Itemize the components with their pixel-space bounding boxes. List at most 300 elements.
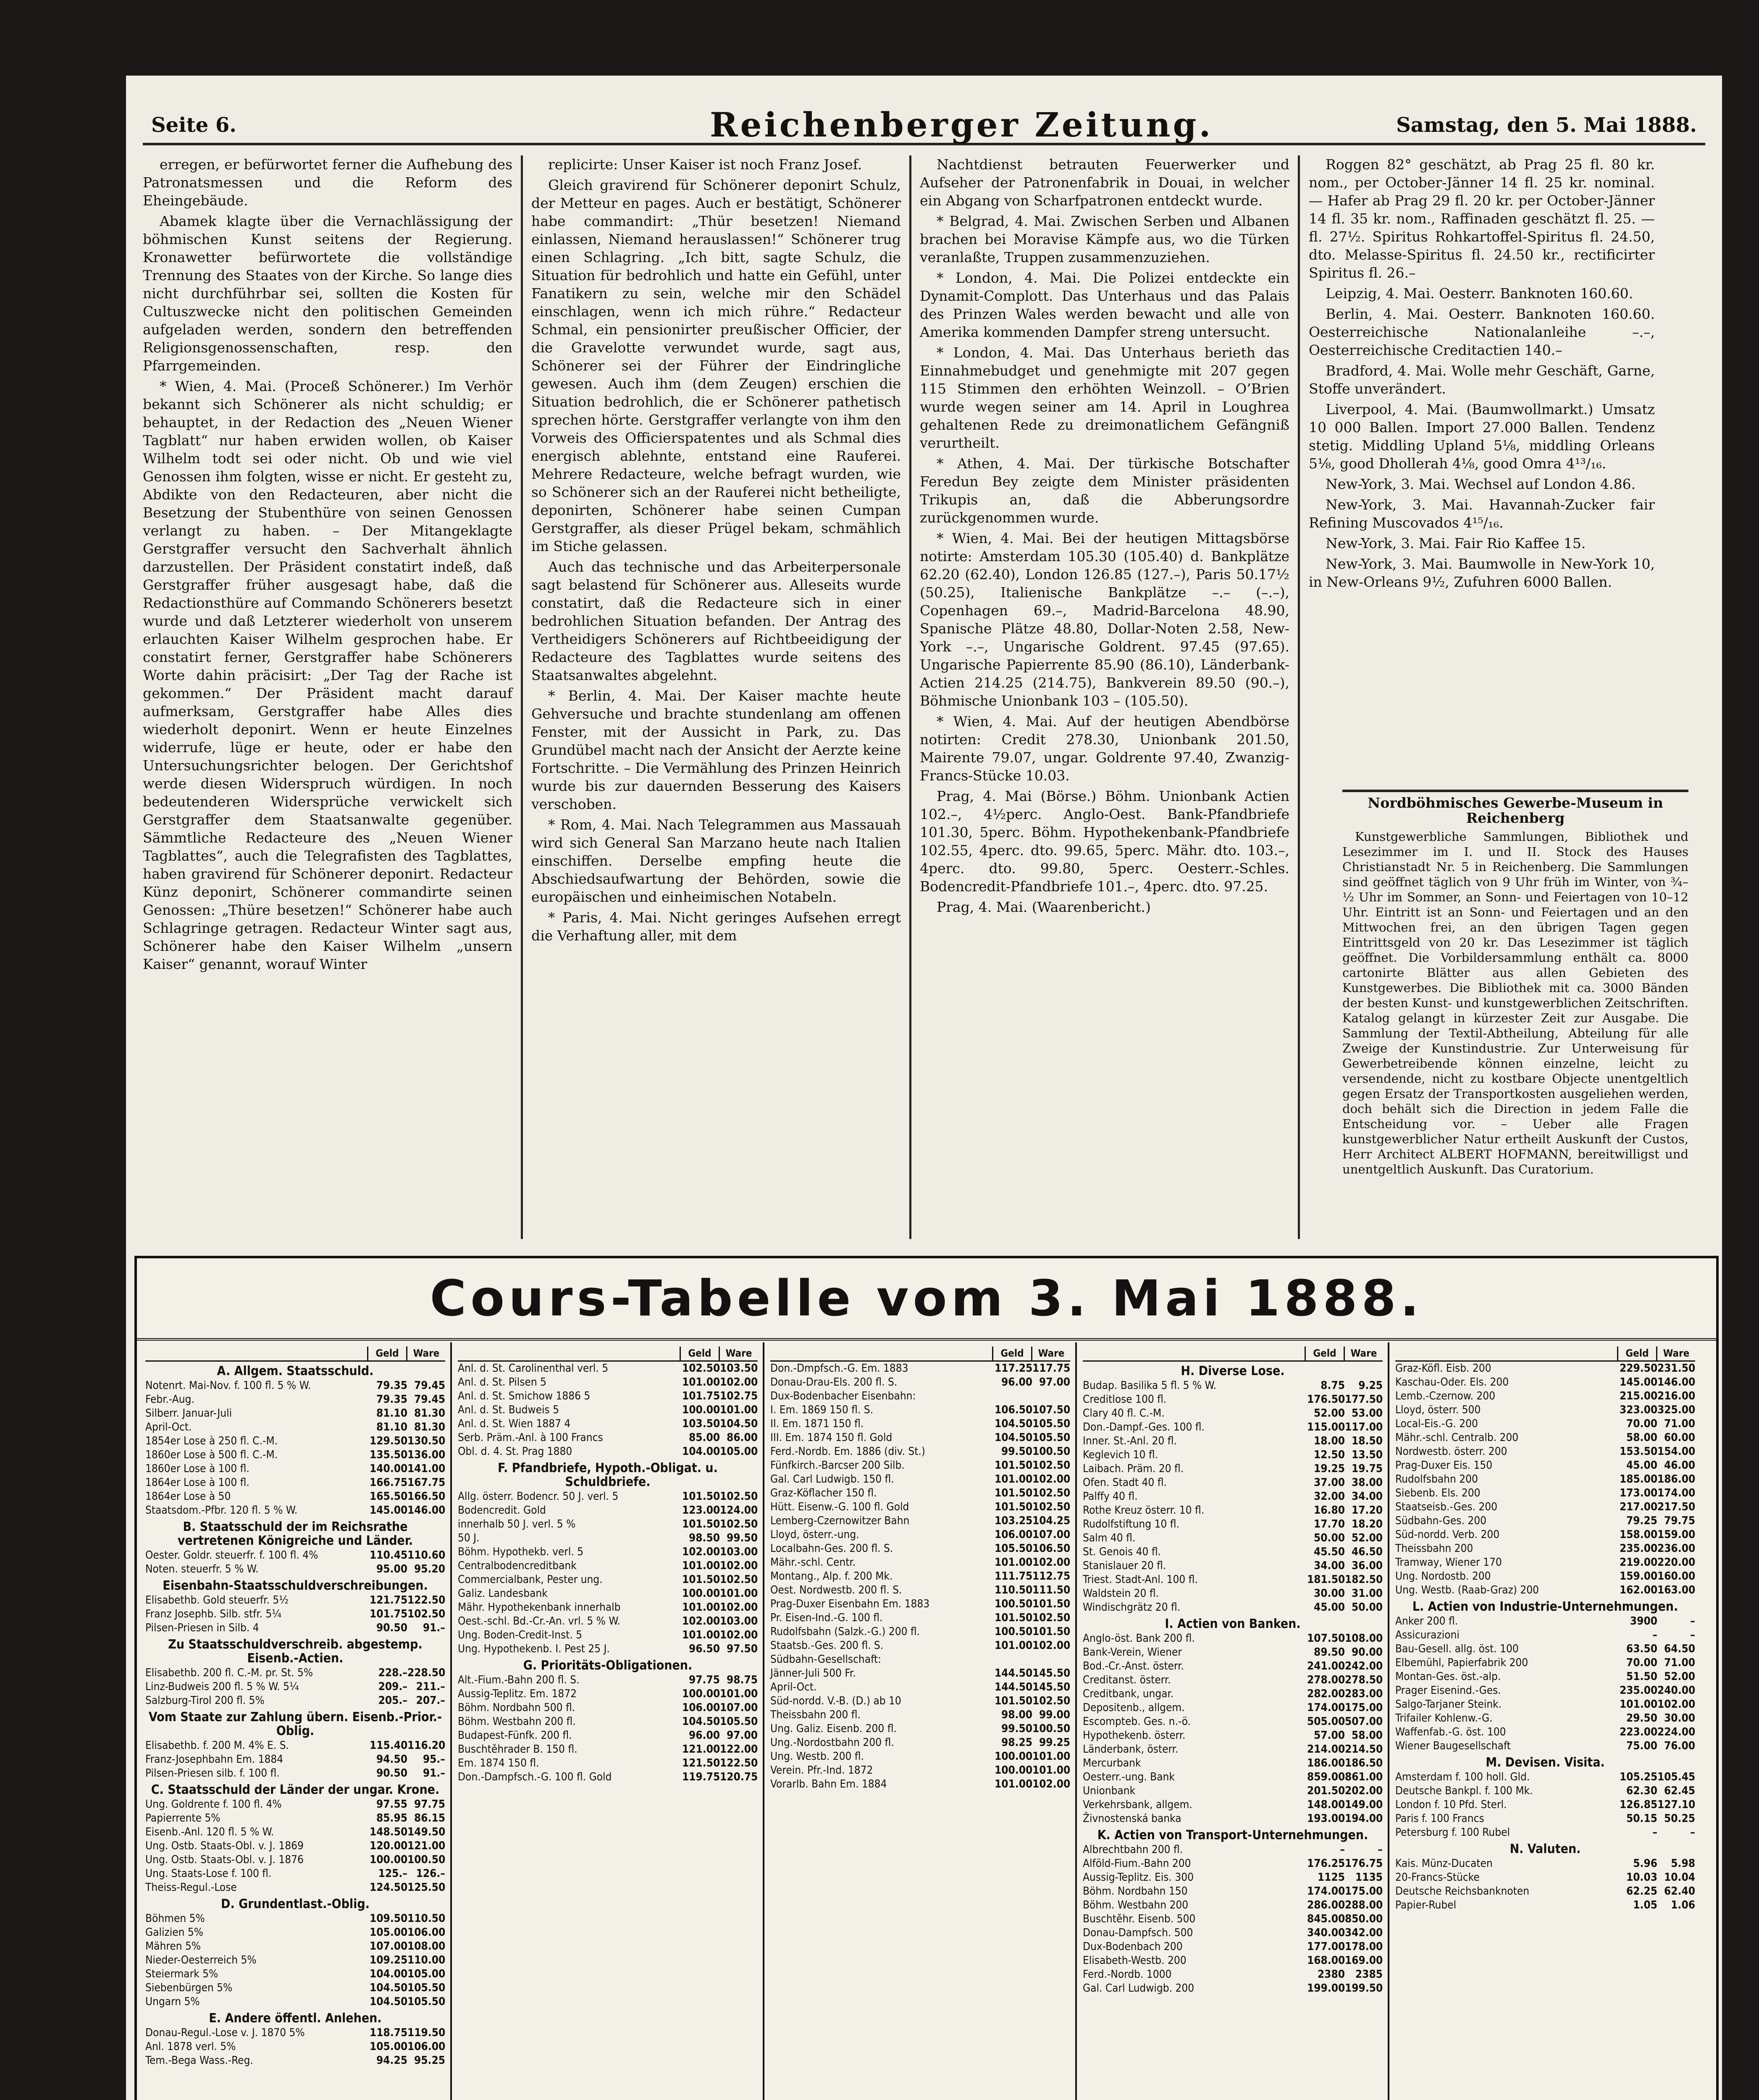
ask-price: 17.20	[1352, 1504, 1383, 1517]
article-paragraph: Nachtdienst betrauten Feuerwerker und Aufseher der Patronenfabrik in Douai, in welcher ein Abgang von Scharfpatronen entdeckt wurde.	[920, 156, 1289, 209]
bid-price: 135.50	[370, 1449, 408, 1461]
table-row	[458, 1729, 758, 1743]
bid-price: 186.00	[1307, 1757, 1345, 1769]
bid-price	[995, 1389, 1032, 1403]
bid-price: 97.55	[376, 1798, 407, 1811]
ask-price: 100.50	[1032, 1722, 1071, 1735]
article-paragraph: New-York, 3. Mai. Havannah-Zucker fair Refining Muscovados 4¹⁵/₁₆.	[1309, 496, 1655, 531]
security-name: Franz Josephb. Silb. stfr. 5¼	[145, 1608, 281, 1620]
ask-price: 283.00	[1345, 1688, 1383, 1700]
table-row	[145, 1967, 445, 1981]
bid-price: 79.35	[376, 1393, 407, 1406]
bid-price: 119.75	[682, 1771, 720, 1783]
security-name: Anl. d. St. Smichow 1886 5	[458, 1390, 591, 1402]
bid-price: 104.50	[682, 1715, 720, 1728]
bid-price: 845.00	[1307, 1913, 1345, 1925]
bid-price: 107.50	[1307, 1632, 1345, 1645]
table-row	[145, 1593, 445, 1607]
table-row	[1083, 1954, 1383, 1968]
bid-price: 101.00	[995, 1778, 1033, 1790]
bid-price: 98.00	[1001, 1709, 1032, 1721]
security-name: Ung. Galiz. Eisenb. 200 fl.	[770, 1722, 897, 1735]
ask-price: 154.00	[1657, 1445, 1696, 1458]
bid-price: 115.00	[1307, 1421, 1345, 1433]
table-row	[145, 1549, 445, 1562]
table-row	[1395, 1459, 1695, 1473]
security-name: 1854er Lose à 250 fl. C.-M.	[145, 1435, 278, 1447]
ask-price: 236.00	[1657, 1542, 1696, 1555]
security-name: Buschtěhrader B. 150 fl.	[458, 1743, 578, 1756]
bid-price: 96.00	[689, 1729, 720, 1742]
ask-price: 53.00	[1352, 1407, 1383, 1420]
security-name: Theissbahn 200	[1395, 1542, 1473, 1555]
bid-price: 228.–	[378, 1667, 407, 1679]
table-row	[145, 1853, 445, 1867]
column-header: Geld Ware	[145, 1347, 445, 1362]
security-name: Südbahn-Gesellschaft:	[770, 1653, 881, 1666]
security-name: Eisenb.-Anl. 120 fl. 5 % W.	[145, 1826, 274, 1838]
security-name: April-Oct.	[770, 1681, 817, 1693]
bid-price: 153.50	[1620, 1445, 1658, 1458]
security-name: Lemberg-Czernowitzer Bahn	[770, 1515, 910, 1527]
ask-price: 102.00	[720, 1629, 758, 1641]
table-row	[770, 1625, 1070, 1639]
ask-price: 105.00	[720, 1445, 758, 1458]
table-row	[458, 1614, 758, 1628]
bid-price: 120.00	[370, 1840, 408, 1852]
table-row	[458, 1362, 758, 1376]
security-name: Ung. Westb. (Raab-Graz) 200	[1395, 1584, 1539, 1596]
security-name: Anker 200 fl.	[1395, 1615, 1458, 1628]
table-row	[145, 1753, 445, 1767]
table-row	[145, 1420, 445, 1434]
ask-price: 98.75	[727, 1674, 758, 1686]
bid-price: 185.00	[1620, 1473, 1658, 1486]
ask-price: 1135	[1355, 1871, 1383, 1884]
security-name: Creditanst. österr.	[1083, 1674, 1171, 1686]
bid-price: 16.80	[1314, 1504, 1345, 1517]
table-row	[1395, 1857, 1695, 1871]
ask-price: 52.00	[1664, 1670, 1695, 1683]
table-row	[770, 1362, 1070, 1376]
table-row	[145, 2040, 445, 2054]
ask-price: 50.00	[1352, 1601, 1383, 1614]
section-heading: F. Pfandbriefe, Hypoth.-Obligat. u. Schuldbriefe.	[498, 1461, 718, 1489]
article-paragraph: * Wien, 4. Mai. Auf der heutigen Abendbörse notirten: Credit 278.30, Unionbank 201.50, Mairente 79.07, ungar. Goldrente 97.40, Zwanzig-Francs-Stücke 10.03.	[920, 713, 1289, 784]
bid-price: 505.00	[1307, 1715, 1345, 1728]
table-row	[1083, 1632, 1383, 1646]
security-name: Montang., Alp. f. 200 Mk.	[770, 1570, 893, 1583]
table-row	[145, 1621, 445, 1635]
ask-price: 105.50	[720, 1715, 758, 1728]
table-row	[1395, 1642, 1695, 1656]
bid-price: 123.00	[682, 1504, 720, 1517]
security-name: Anl. d. St. Budweis 5	[458, 1404, 559, 1416]
bid-price: 158.00	[1620, 1528, 1658, 1541]
ask-price: 202.00	[1345, 1785, 1383, 1797]
bid-price: 96.50	[689, 1643, 720, 1655]
bid-price: 103.25	[995, 1515, 1033, 1527]
table-row	[770, 1389, 1070, 1403]
security-name: Lloyd, österr.-ung.	[770, 1528, 859, 1541]
bid-price: 63.50	[1626, 1643, 1657, 1655]
article-paragraph: * Belgrad, 4. Mai. Zwischen Serben und Albanen brachen bei Moravise Kämpfe aus, wo die Türken veranlaßte, Truppen zusammenzuziehen.	[920, 213, 1289, 265]
table-row	[1395, 1670, 1695, 1684]
bid-price: 166.75	[370, 1476, 408, 1489]
table-row	[458, 1715, 758, 1729]
ask-price: 175.00	[1345, 1701, 1383, 1714]
bid-price: 176.25	[1307, 1857, 1345, 1870]
bid-price: 2380	[1317, 1968, 1345, 1981]
table-row	[1083, 1573, 1383, 1587]
ask-price: 19.75	[1352, 1462, 1383, 1475]
bid-price: 215.00	[1620, 1390, 1658, 1402]
ask-price: 149.00	[1345, 1798, 1383, 1811]
security-name: 1860er Lose à 100 fl.	[145, 1462, 249, 1475]
ask-price: 100.50	[407, 1853, 446, 1866]
table-row	[145, 1867, 445, 1881]
ask-price: 30.00	[1664, 1712, 1695, 1725]
bid-price: 340.00	[1307, 1927, 1345, 1939]
ask-price: 101.00	[1032, 1764, 1071, 1777]
bid-price: 286.00	[1307, 1899, 1345, 1911]
ask-price: 102.50	[1032, 1459, 1071, 1472]
table-row	[1083, 1857, 1383, 1871]
bid-price: 103.50	[682, 1418, 720, 1430]
ask-price: 105.50	[1032, 1418, 1071, 1430]
article-paragraph: Prag, 4. Mai. (Waarenbericht.)	[937, 899, 1151, 915]
bid-price: 89.50	[1314, 1646, 1345, 1659]
ask-price: 2385	[1355, 1968, 1383, 1981]
security-name: Palffy 40 fl.	[1083, 1490, 1138, 1503]
bid-price: 176.50	[1307, 1393, 1345, 1406]
bid-price: 282.00	[1307, 1688, 1345, 1700]
table-row	[1083, 1743, 1383, 1756]
security-name: Budap. Basilika 5 fl. 5 % W.	[1083, 1379, 1217, 1392]
security-name: 1864er Lose à 50	[145, 1490, 231, 1503]
table-row	[770, 1722, 1070, 1736]
security-name: Waffenfab.-G. öst. 100	[1395, 1726, 1506, 1738]
table-row	[1083, 1559, 1383, 1573]
ask-price: 34.00	[1352, 1490, 1383, 1503]
security-name: 20-Francs-Stücke	[1395, 1871, 1480, 1884]
ask-price: 102.50	[720, 1490, 758, 1503]
bid-price: 100.00	[682, 1688, 720, 1700]
table-row	[145, 1562, 445, 1576]
section-heading: A. Allgem. Staatsschuld.	[217, 1364, 374, 1378]
security-name: Bank-Verein, Wiener	[1083, 1646, 1182, 1659]
column-rule	[521, 155, 523, 1239]
bid-price: 145.00	[1620, 1376, 1658, 1389]
table-row	[458, 1770, 758, 1784]
bid-price: 99.50	[1001, 1722, 1032, 1735]
bid-price: 3900	[1630, 1615, 1657, 1628]
security-name: Mercurbank	[1083, 1757, 1141, 1769]
bid-price: 107.00	[370, 1940, 408, 1953]
security-name: Fünfkirch.-Barcser 200 Silb.	[770, 1459, 905, 1472]
bid-price: –	[1652, 1629, 1657, 1641]
issue-date: Samstag, den 5. Mai 1888.	[1396, 113, 1697, 137]
bid-price: 105.00	[370, 2040, 408, 2053]
security-name: Anl. d. St. Pilsen 5	[458, 1376, 547, 1389]
ask-price: 102.50	[1032, 1501, 1071, 1513]
ask-price: 97.50	[727, 1643, 758, 1655]
security-name: Galizien 5%	[145, 1926, 203, 1939]
ask-price: 111.50	[1032, 1584, 1071, 1596]
bid-price: 140.00	[370, 1462, 408, 1475]
bid-price: 94.25	[376, 2054, 407, 2067]
security-name: Bodencredit. Gold	[458, 1504, 546, 1517]
ask-price: 186.00	[1657, 1473, 1696, 1486]
table-row	[1395, 1417, 1695, 1431]
bid-price: 110.50	[995, 1584, 1033, 1596]
table-row	[770, 1431, 1070, 1445]
security-name: Escompteb. Ges. n.-ö.	[1083, 1715, 1191, 1728]
bid-price: 101.50	[682, 1518, 720, 1530]
security-name: Inner. St.-Anl. 20 fl.	[1083, 1435, 1177, 1447]
bid-price: 97.75	[689, 1674, 720, 1686]
bid-price: 159.00	[1620, 1570, 1658, 1583]
ask-price: 199.50	[1345, 1982, 1383, 1995]
bid-price: 214.00	[1307, 1743, 1345, 1756]
ask-price	[1032, 1653, 1070, 1667]
table-row	[458, 1628, 758, 1642]
bid-price: 121.75	[370, 1594, 408, 1606]
ask-price: 102.00	[720, 1601, 758, 1614]
security-name: Alföld-Fium.-Bahn 200	[1083, 1857, 1191, 1870]
security-name: Don.-Dampf.-Ges. 100 fl.	[1083, 1421, 1205, 1433]
security-name: Unionbank	[1083, 1785, 1136, 1797]
ask-price: 104.50	[720, 1418, 758, 1430]
table-row	[1395, 1486, 1695, 1500]
table-row	[145, 1767, 445, 1780]
ask-price: –	[1690, 1826, 1695, 1839]
ask-price: 159.00	[1657, 1528, 1696, 1541]
ask-price: 102.50	[1032, 1487, 1071, 1499]
table-row	[145, 1680, 445, 1694]
bid-price: 101.75	[682, 1390, 720, 1402]
security-name: Hütt. Eisenw.-G. 100 fl. Gold	[770, 1501, 909, 1513]
article-paragraph: Roggen 82° geschätzt, ab Prag 25 fl. 80 kr. nom., per October-Jänner 14 fl. 25 kr. nominal. — Hafer ab Prag 29 fl. 20 kr. per October-Jänner 14 fl. 35 kr. nom., Raffinaden geschätzt fl. 25. — fl. 27½. Spiritus Rohkartoffel-Spiritus fl. 24.50, dto. Melasse-Spiritus fl. 24.50 kr., rectificirter Spiritus fl. 26.–	[1309, 156, 1655, 281]
security-name: Elisabethb. Gold steuerfr. 5½	[145, 1594, 289, 1606]
table-row	[770, 1542, 1070, 1556]
bid-price: 101.00	[682, 1601, 720, 1614]
security-name: Allg. österr. Bodencr. 50 J. verl. 5	[458, 1490, 619, 1503]
ask-price: 76.00	[1664, 1740, 1695, 1752]
ask-price: 102.50	[1032, 1612, 1071, 1624]
table-row	[1083, 1885, 1383, 1898]
ask-price: 174.00	[1657, 1487, 1696, 1499]
security-name: Elbemühl, Papierfabrik 200	[1395, 1656, 1528, 1669]
table-row	[1395, 1570, 1695, 1583]
table-row	[1083, 1798, 1383, 1812]
bid-price: 109.25	[370, 1954, 408, 1966]
ask-price: 107.50	[1032, 1404, 1071, 1416]
security-name: Staatsdom.-Pfbr. 120 fl. 5 % W.	[145, 1504, 298, 1517]
ask-price: 79.75	[1664, 1515, 1695, 1527]
table-row	[145, 1811, 445, 1825]
article-paragraph: New-York, 3. Mai. Baumwolle in New-York 10, in New-Orleans 9½, Zufuhren 6000 Ballen.	[1309, 556, 1655, 590]
ask-price: 169.00	[1345, 1954, 1383, 1967]
table-row	[1395, 1556, 1695, 1570]
table-row	[1395, 1614, 1695, 1628]
bid-price: 96.00	[1001, 1376, 1032, 1389]
ask-price: 102.75	[720, 1390, 758, 1402]
bid-price: 145.00	[370, 1504, 408, 1517]
bid-price: 101.00	[682, 1629, 720, 1641]
ask-price: 1.06	[1671, 1899, 1695, 1911]
bid-price: 101.50	[995, 1612, 1033, 1624]
bid-price: 98.50	[689, 1532, 720, 1544]
section-heading: G. Prioritäts-Obligationen.	[523, 1658, 693, 1673]
security-name: Ferd.-Nordb. Em. 1886 (div. St.)	[770, 1445, 925, 1458]
table-row	[1395, 1389, 1695, 1403]
bid-price: 95.00	[376, 1563, 407, 1575]
bid-price: 111.75	[995, 1570, 1033, 1583]
bid-price: 10.03	[1626, 1871, 1657, 1884]
ask-price: 194.00	[1345, 1812, 1383, 1825]
bid-price: 323.00	[1620, 1404, 1658, 1416]
security-name: Theiss-Regul.-Lose	[145, 1881, 237, 1894]
table-row	[458, 1431, 758, 1445]
table-row	[1083, 1940, 1383, 1954]
security-name: Trifailer Kohlenw.-G.	[1395, 1712, 1493, 1725]
table-row	[770, 1708, 1070, 1722]
table-row	[145, 1476, 445, 1490]
ask-price: 240.00	[1657, 1684, 1696, 1697]
security-name: Oesterr.-ung. Bank	[1083, 1771, 1175, 1783]
article-paragraph: Bradford, 4. Mai. Wolle mehr Geschäft, Garne, Stoffe unverändert.	[1309, 362, 1655, 397]
ask-price: 214.50	[1345, 1743, 1383, 1756]
table-row	[458, 1573, 758, 1587]
table-row	[770, 1736, 1070, 1750]
bid-price: 223.00	[1620, 1726, 1658, 1738]
security-name: Donau-Regul.-Lose v. J. 1870 5%	[145, 2026, 305, 2039]
ask-price: 38.00	[1352, 1476, 1383, 1489]
bid-price: 1.05	[1633, 1899, 1657, 1911]
security-name: Aussig-Teplitz. Eis. 300	[1083, 1871, 1194, 1884]
security-name: Papier-Rubel	[1395, 1899, 1457, 1911]
ask-price: 18.50	[1352, 1435, 1383, 1447]
bid-price: 217.00	[1620, 1501, 1658, 1513]
security-name: Ung. Nordostb. 200	[1395, 1570, 1491, 1583]
table-row	[1083, 1673, 1383, 1687]
security-name: Deutsche Bankpl. f. 100 Mk.	[1395, 1785, 1533, 1797]
table-row	[1395, 1514, 1695, 1528]
security-name: Graz-Köflacher 150 fl.	[770, 1487, 877, 1499]
bid-price: 85.00	[689, 1431, 720, 1444]
article-paragraph: Berlin, 4. Mai. Oesterr. Banknoten 160.60. Oesterreichische Nationalanleihe –.–, Oesterreichische Creditactien 140.–	[1309, 306, 1655, 358]
ask-price: 149.50	[407, 1826, 446, 1838]
bid-price: 62.25	[1626, 1885, 1657, 1898]
security-name: Živnostenská banka	[1083, 1812, 1181, 1825]
section-heading: Zu Staatsschuldverschreib. abgestemp. Eisenb.-Actien.	[168, 1637, 423, 1666]
table-row	[145, 1666, 445, 1680]
security-name: Wiener Baugesellschaft	[1395, 1740, 1511, 1752]
ask-price: 122.50	[407, 1594, 446, 1606]
security-name: Böhm. Westbahn 200 fl.	[458, 1715, 576, 1728]
ask-price: 110.60	[407, 1549, 446, 1562]
security-name: Graz-Köfl. Eisb. 200	[1395, 1362, 1491, 1375]
ask-price: 62.45	[1664, 1785, 1695, 1797]
bid-price: 50.00	[1314, 1532, 1345, 1544]
table-row	[1395, 1656, 1695, 1670]
table-row	[145, 2026, 445, 2040]
security-name: Clary 40 fl. C.-M.	[1083, 1407, 1165, 1420]
bid-price: 100.00	[682, 1587, 720, 1600]
ask-price: 91.–	[423, 1622, 445, 1634]
ask-price: 207.–	[416, 1694, 445, 1707]
security-name: Süd-nordd. V.-B. (D.) ab 10	[770, 1695, 901, 1707]
ask-price: 110.00	[407, 1954, 446, 1966]
table-row	[1083, 1448, 1383, 1462]
ask-price: 86.15	[414, 1812, 445, 1824]
table-row	[145, 1739, 445, 1753]
bid-price: 5.96	[1633, 1857, 1657, 1870]
ask-price: 175.00	[1345, 1885, 1383, 1898]
ask-price: 160.00	[1657, 1570, 1696, 1583]
table-row	[770, 1473, 1070, 1486]
security-name: Rothe Kreuz österr. 10 fl.	[1083, 1504, 1205, 1517]
bid-price: 37.00	[1314, 1476, 1345, 1489]
security-name: Windischgrätz 20 fl.	[1083, 1601, 1181, 1614]
security-name: Steiermark 5%	[145, 1968, 218, 1980]
bid-price: 100.50	[995, 1625, 1033, 1638]
ask-price: 71.00	[1664, 1656, 1695, 1669]
security-name: Ung. Hypothekenb. I. Pest 25 J.	[458, 1643, 610, 1655]
article-paragraph: Auch das technische und das Arbeiterpersonale sagt belastend für Schönerer aus. Alleseits wurde constatirt, daß die Redacteure sich in einer bedrohlichen Situation befanden. Der Antrag des Vertheidigers Schönerers auf Richtbeeidigung der Redacteure des Tagblattes wurde seitens des Staatsanwaltes abgelehnt.	[531, 559, 901, 683]
table-row	[1395, 1885, 1695, 1898]
security-name: Notenrt. Mai-Nov. f. 100 fl. 5 % W.	[145, 1379, 311, 1392]
ask-price: 102.00	[1032, 1473, 1071, 1486]
bid-price: 18.00	[1314, 1435, 1345, 1447]
table-row	[458, 1517, 758, 1531]
bid-price: 70.00	[1626, 1656, 1657, 1669]
ask-price: 101.50	[1032, 1625, 1071, 1638]
table-row	[1395, 1712, 1695, 1725]
bid-price: 100.00	[995, 1764, 1033, 1777]
table-row	[458, 1504, 758, 1517]
table-row	[770, 1376, 1070, 1389]
security-name: St. Genois 40 fl.	[1083, 1546, 1161, 1558]
table-row	[145, 1798, 445, 1811]
article-paragraph: * London, 4. Mai. Das Unterhaus berieth das Einnahmebudget und genehmigte mit 207 gegen 115 Stimmen den erhöhten Weinzoll. – O’Brien wurde wegen seiner am 14. April in Loughrea gehaltenen Rede zu dreimonatlichem Gefängniß verurtheilt.	[920, 344, 1289, 451]
table-row	[1395, 1628, 1695, 1642]
table-row	[1395, 1770, 1695, 1784]
bid-price: 121.50	[682, 1757, 720, 1769]
ask-price: 101.00	[720, 1587, 758, 1600]
bid-price: 105.50	[995, 1542, 1033, 1555]
ask-price: 141.00	[407, 1462, 446, 1475]
news-column-4	[1309, 155, 1655, 861]
table-row	[770, 1680, 1070, 1694]
ask-price: 95.20	[414, 1563, 445, 1575]
table-row	[1083, 1968, 1383, 1982]
security-name: Don.-Dampfsch.-G. 100 fl. Gold	[458, 1771, 612, 1783]
bid-price: 201.50	[1307, 1785, 1345, 1797]
security-name: Jänner-Juli 500 Fr.	[770, 1667, 856, 1680]
table-row	[1083, 1982, 1383, 1995]
table-row	[145, 1953, 445, 1967]
security-name: Mähr.-schl. Centralb. 200	[1395, 1431, 1519, 1444]
security-name: Noten. steuerfr. 5 % W.	[145, 1563, 259, 1575]
section-heading: K. Actien von Transport-Unternehmungen.	[1097, 1828, 1368, 1843]
bid-price: –	[1652, 1826, 1657, 1839]
ask-price: 79.45	[414, 1379, 445, 1392]
security-name: Don.-Dmpfsch.-G. Em. 1883	[770, 1362, 908, 1375]
ask-price: 176.75	[1345, 1857, 1383, 1870]
ask-price: 102.00	[1032, 1778, 1071, 1790]
